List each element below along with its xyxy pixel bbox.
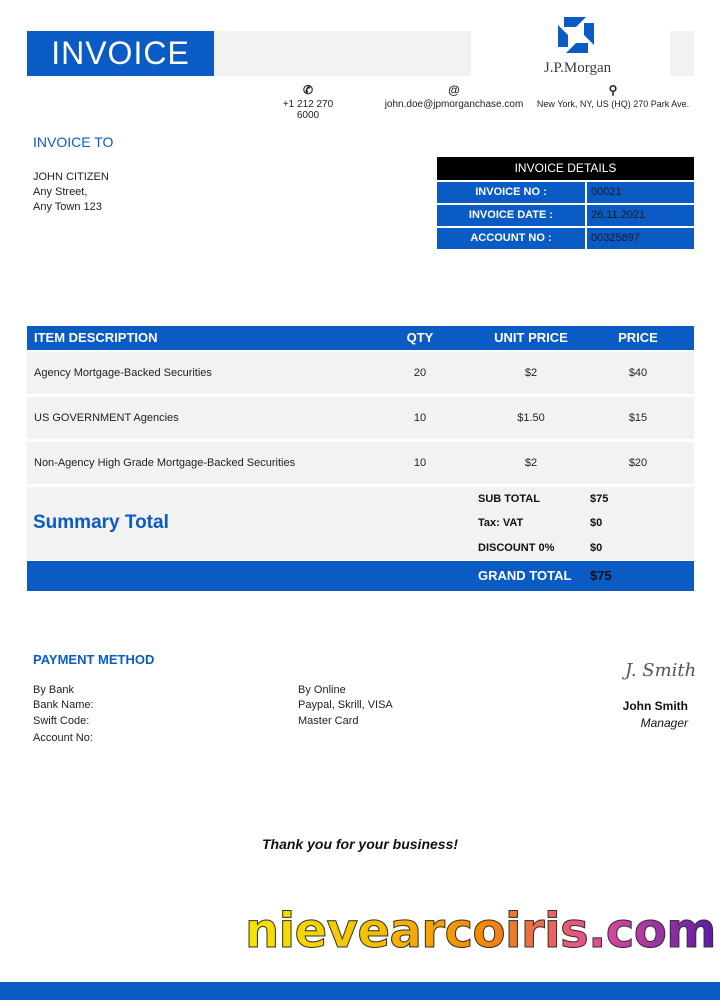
- item-description: US GOVERNMENT Agencies: [34, 412, 179, 424]
- invoice-number-value: 00021: [591, 186, 622, 198]
- thank-you-note: Thank you for your business!: [261, 836, 459, 852]
- contact-phone-text: +1 212 270 6000: [282, 99, 334, 121]
- col-header-unit-price: UNIT PRICE: [494, 330, 568, 345]
- contact-email: [380, 84, 528, 110]
- customer-town: Any Town 123: [33, 201, 102, 213]
- item-description: Non-Agency High Grade Mortgage-Backed Securities: [34, 457, 296, 469]
- col-header-description: ITEM DESCRIPTION: [34, 330, 158, 345]
- tax-value: $0: [590, 517, 603, 529]
- item-qty: 10: [413, 412, 427, 424]
- jpmorgan-octagon-logo-icon: [556, 15, 596, 55]
- footer-bar: [0, 982, 720, 1000]
- payment-account-no: Account No:: [33, 732, 93, 744]
- details-divider: [585, 228, 587, 249]
- subtotal-label: SUB TOTAL: [478, 493, 540, 505]
- invoice-number-row: [437, 182, 694, 203]
- signer-role: Manager: [640, 716, 688, 730]
- location-pin-icon: ⚲: [608, 83, 618, 97]
- at-icon: @: [448, 83, 460, 97]
- payment-online-card: Master Card: [298, 715, 359, 727]
- invoice-date-row: [437, 205, 694, 226]
- discount-value: $0: [590, 542, 603, 554]
- grand-total-label: GRAND TOTAL: [478, 568, 572, 583]
- signer-name: John Smith: [622, 699, 688, 713]
- customer-name: JOHN CITIZEN: [33, 171, 109, 183]
- discount-label: DISCOUNT 0%: [478, 542, 555, 554]
- payment-online-methods: Paypal, Skrill, VISA: [298, 699, 393, 711]
- header-grey-strip-right: [670, 31, 694, 76]
- item-unit-price: $2: [524, 367, 538, 379]
- items-table-header: [27, 326, 694, 350]
- details-divider: [585, 205, 587, 226]
- item-price: $40: [628, 367, 648, 379]
- customer-street: Any Street,: [33, 186, 88, 198]
- payment-bank-title: By Bank: [33, 684, 74, 696]
- table-row: [27, 352, 694, 394]
- invoice-details-panel: [437, 157, 694, 249]
- signature: J. Smith: [625, 660, 697, 681]
- account-number-label: ACCOUNT NO :: [470, 232, 552, 244]
- invoice-title-bar: [27, 31, 214, 76]
- item-price: $20: [628, 457, 648, 469]
- item-unit-price: $2: [524, 457, 538, 469]
- item-unit-price: $1.50: [517, 412, 545, 424]
- invoice-number-label: INVOICE NO :: [475, 186, 547, 198]
- logo-text: J.P.Morgan: [543, 60, 612, 76]
- grand-total-value: $75: [590, 568, 612, 583]
- watermark: nievearcoiris.com: [245, 903, 716, 959]
- invoice-title: INVOICE: [51, 35, 190, 71]
- item-qty: 20: [413, 367, 427, 379]
- item-price: $15: [628, 412, 648, 424]
- payment-online-title: By Online: [298, 684, 346, 696]
- item-description: Agency Mortgage-Backed Securities: [34, 367, 212, 379]
- summary-title: Summary Total: [33, 512, 169, 533]
- account-number-row: [437, 228, 694, 249]
- contact-email-text: john.doe@jpmorganchase.com: [384, 99, 524, 110]
- subtotal-value: $75: [590, 493, 609, 505]
- details-divider: [585, 182, 587, 203]
- table-row: [27, 397, 694, 439]
- account-number-value: 00325897: [591, 232, 640, 244]
- item-qty: 10: [413, 457, 427, 469]
- invoice-to-heading: INVOICE TO: [33, 134, 114, 150]
- header-grey-strip: [214, 31, 471, 76]
- payment-method-heading: PAYMENT METHOD: [33, 652, 155, 667]
- col-header-price: PRICE: [618, 330, 658, 345]
- col-header-qty: QTY: [406, 330, 434, 345]
- payment-swift-code: Swift Code:: [33, 715, 90, 727]
- payment-bank-name: Bank Name:: [33, 699, 94, 711]
- contact-address: [536, 84, 690, 109]
- phone-icon: ✆: [302, 83, 314, 97]
- tax-label: Tax: VAT: [478, 517, 524, 529]
- invoice-details-heading: INVOICE DETAILS: [437, 157, 694, 180]
- invoice-date-label: INVOICE DATE :: [468, 209, 554, 221]
- table-row: [27, 442, 694, 484]
- contact-address-text: New York, NY, US (HQ) 270 Park Ave.: [536, 99, 690, 109]
- invoice-date-value: 26.11.2021: [591, 209, 646, 221]
- contact-phone: [278, 84, 338, 121]
